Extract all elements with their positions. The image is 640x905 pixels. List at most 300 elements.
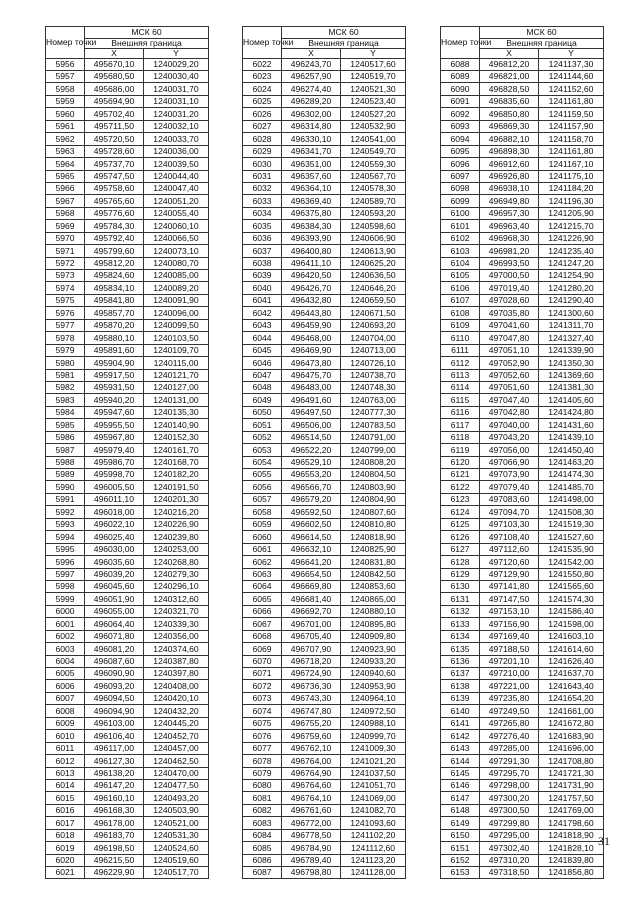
point-number-cell: 6049	[243, 394, 282, 406]
x-coordinate-cell: 495792,40	[85, 232, 144, 244]
x-coordinate-cell: 496747,80	[282, 705, 341, 717]
x-coordinate-cell: 495955,50	[85, 419, 144, 431]
y-coordinate-cell: 1241818,90	[539, 829, 604, 841]
table-row	[441, 655, 604, 667]
x-coordinate-cell: 495784,30	[85, 220, 144, 232]
table-row	[46, 419, 209, 431]
table-row	[46, 643, 209, 655]
x-coordinate-cell: 496257,90	[282, 71, 341, 83]
table-row	[46, 133, 209, 145]
x-coordinate-cell: 496030,00	[85, 543, 144, 555]
x-coordinate-cell: 497051,10	[480, 344, 539, 356]
table-row	[441, 605, 604, 617]
table-row	[441, 182, 604, 194]
table-row	[441, 270, 604, 282]
table-row	[46, 270, 209, 282]
y-coordinate-cell: 1240567,70	[341, 170, 406, 182]
x-coordinate-cell: 495728,60	[85, 145, 144, 157]
x-coordinate-cell: 496736,30	[282, 680, 341, 692]
table-row	[441, 319, 604, 331]
table-row	[243, 220, 406, 232]
point-number-cell: 6014	[46, 779, 85, 791]
y-coordinate-cell: 1241474,30	[539, 469, 604, 481]
x-coordinate-cell: 496764,90	[282, 767, 341, 779]
y-coordinate-cell: 1240777,30	[341, 406, 406, 418]
table-row	[243, 207, 406, 219]
table-row	[441, 767, 604, 779]
x-coordinate-cell: 496183,70	[85, 829, 144, 841]
y-coordinate-cell: 1241280,20	[539, 282, 604, 294]
x-coordinate-cell: 495931,50	[85, 381, 144, 393]
point-number-cell: 5972	[46, 257, 85, 269]
table-row	[46, 829, 209, 841]
point-number-cell: 6112	[441, 357, 480, 369]
point-number-cell: 5987	[46, 444, 85, 456]
x-coordinate-cell: 496384,30	[282, 220, 341, 232]
point-number-cell: 6144	[441, 755, 480, 767]
y-coordinate-cell: 1241069,00	[341, 792, 406, 804]
point-number-cell: 5992	[46, 506, 85, 518]
x-coordinate-cell: 496798,80	[282, 867, 341, 879]
y-coordinate-cell: 1240646,20	[341, 282, 406, 294]
boundary-header: Внешняя граница	[85, 39, 209, 49]
system-header: МСК 60	[85, 27, 209, 39]
x-coordinate-cell: 497000,50	[480, 270, 539, 282]
x-coordinate-cell: 497108,40	[480, 531, 539, 543]
point-number-cell: 6031	[243, 170, 282, 182]
x-coordinate-cell: 496968,30	[480, 232, 539, 244]
table-row	[46, 357, 209, 369]
x-coordinate-cell: 496025,40	[85, 531, 144, 543]
table-row	[243, 419, 406, 431]
y-coordinate-cell: 1240432,20	[144, 705, 209, 717]
point-number-cell: 6147	[441, 792, 480, 804]
table-row	[441, 755, 604, 767]
point-number-cell: 6069	[243, 643, 282, 655]
y-coordinate-cell: 1240321,70	[144, 605, 209, 617]
x-coordinate-cell: 496705,40	[282, 630, 341, 642]
table-row	[243, 71, 406, 83]
table-row	[46, 319, 209, 331]
y-coordinate-cell: 1240659,50	[341, 294, 406, 306]
y-coordinate-cell: 1240909,80	[341, 630, 406, 642]
table-row	[243, 854, 406, 866]
point-number-cell: 6096	[441, 158, 480, 170]
table-row	[46, 195, 209, 207]
y-coordinate-cell: 1241550,80	[539, 568, 604, 580]
y-coordinate-cell: 1240089,20	[144, 282, 209, 294]
y-coordinate-cell: 1240972,50	[341, 705, 406, 717]
x-coordinate-cell: 496641,20	[282, 556, 341, 568]
point-number-cell: 6060	[243, 531, 282, 543]
x-coordinate-cell: 496087,60	[85, 655, 144, 667]
x-coordinate-cell: 497094,70	[480, 506, 539, 518]
x-coordinate-cell: 496764,60	[282, 779, 341, 791]
y-coordinate-cell: 1240799,00	[341, 444, 406, 456]
table-row	[46, 568, 209, 580]
x-coordinate-cell: 496692,70	[282, 605, 341, 617]
point-number-cell: 6052	[243, 431, 282, 443]
point-number-cell: 6097	[441, 170, 480, 182]
table-row	[243, 83, 406, 95]
x-coordinate-cell: 496411,10	[282, 257, 341, 269]
x-coordinate-cell: 497147,50	[480, 593, 539, 605]
table-row	[243, 792, 406, 804]
point-number-cell: 6042	[243, 307, 282, 319]
point-number-cell: 5995	[46, 543, 85, 555]
y-coordinate-cell: 1240853,60	[341, 580, 406, 592]
y-coordinate-cell: 1241769,00	[539, 804, 604, 816]
y-coordinate-cell: 1241254,90	[539, 270, 604, 282]
point-number-cell: 5998	[46, 580, 85, 592]
x-coordinate-cell: 496912,60	[480, 158, 539, 170]
x-coordinate-cell: 495967,80	[85, 431, 144, 443]
x-coordinate-cell: 496039,20	[85, 568, 144, 580]
y-coordinate-cell: 1241082,70	[341, 804, 406, 816]
point-number-cell: 6139	[441, 692, 480, 704]
table-row	[243, 518, 406, 530]
point-number-cell: 6040	[243, 282, 282, 294]
y-coordinate-cell: 1241339,90	[539, 344, 604, 356]
point-number-cell: 6133	[441, 618, 480, 630]
x-coordinate-cell: 497300,50	[480, 804, 539, 816]
table-row	[441, 419, 604, 431]
point-number-cell: 6004	[46, 655, 85, 667]
y-coordinate-cell: 1241683,90	[539, 730, 604, 742]
y-coordinate-cell: 1240519,70	[341, 71, 406, 83]
x-coordinate-cell: 497318,50	[480, 867, 539, 879]
table-row	[243, 705, 406, 717]
x-coordinate-cell: 495917,50	[85, 369, 144, 381]
x-coordinate-cell: 495670,10	[85, 58, 144, 70]
y-coordinate-cell: 1241350,30	[539, 357, 604, 369]
y-coordinate-cell: 1240135,30	[144, 406, 209, 418]
y-coordinate-cell: 1241757,50	[539, 792, 604, 804]
x-coordinate-cell: 497235,80	[480, 692, 539, 704]
x-coordinate-cell: 496553,20	[282, 469, 341, 481]
y-coordinate-cell: 1241643,40	[539, 680, 604, 692]
table-row	[46, 655, 209, 667]
x-coordinate-cell: 497103,30	[480, 518, 539, 530]
x-coordinate-cell: 496743,30	[282, 692, 341, 704]
point-number-cell: 5973	[46, 270, 85, 282]
table-row	[46, 630, 209, 642]
table-row	[46, 257, 209, 269]
x-coordinate-cell: 495857,70	[85, 307, 144, 319]
x-coordinate-cell: 497035,80	[480, 307, 539, 319]
point-number-cell: 6089	[441, 71, 480, 83]
x-coordinate-cell: 497153,10	[480, 605, 539, 617]
y-coordinate-cell: 1241856,80	[539, 867, 604, 879]
y-coordinate-cell: 1240044,40	[144, 170, 209, 182]
table-row	[46, 854, 209, 866]
table-row	[46, 95, 209, 107]
table-row	[46, 556, 209, 568]
system-header: МСК 60	[480, 27, 604, 39]
point-number-cell: 6084	[243, 829, 282, 841]
x-coordinate-cell: 496828,50	[480, 83, 539, 95]
x-coordinate-cell: 496957,30	[480, 207, 539, 219]
x-coordinate-cell: 496579,20	[282, 493, 341, 505]
point-number-cell: 6064	[243, 580, 282, 592]
coordinates-table-2	[242, 26, 406, 879]
table-row	[243, 369, 406, 381]
table-row	[441, 580, 604, 592]
table-row	[46, 182, 209, 194]
x-coordinate-cell: 496289,20	[282, 95, 341, 107]
point-number-cell: 6048	[243, 381, 282, 393]
table-row	[441, 58, 604, 70]
table-row	[441, 195, 604, 207]
y-coordinate-cell: 1241661,00	[539, 705, 604, 717]
x-coordinate-cell: 496215,50	[85, 854, 144, 866]
table-row	[441, 120, 604, 132]
table-row	[46, 804, 209, 816]
table-row	[441, 145, 604, 157]
x-coordinate-cell: 497019,40	[480, 282, 539, 294]
x-coordinate-cell: 497043,20	[480, 431, 539, 443]
y-coordinate-cell: 1240268,80	[144, 556, 209, 568]
table-row	[243, 232, 406, 244]
y-coordinate-cell: 1240477,50	[144, 779, 209, 791]
x-coordinate-cell: 497051,60	[480, 381, 539, 393]
table-row	[243, 779, 406, 791]
x-coordinate-cell: 496117,00	[85, 742, 144, 754]
point-number-cell: 6099	[441, 195, 480, 207]
y-coordinate-cell: 1240085,00	[144, 270, 209, 282]
point-number-cell: 6122	[441, 481, 480, 493]
x-coordinate-cell: 496522,20	[282, 444, 341, 456]
x-coordinate-cell: 496369,40	[282, 195, 341, 207]
x-coordinate-cell: 495998,70	[85, 469, 144, 481]
point-number-cell: 6125	[441, 518, 480, 530]
point-number-cell: 6094	[441, 133, 480, 145]
x-header: X	[282, 49, 341, 59]
x-coordinate-cell: 497112,60	[480, 543, 539, 555]
y-coordinate-cell: 1240356,00	[144, 630, 209, 642]
x-coordinate-cell: 496127,30	[85, 755, 144, 767]
point-number-cell: 6153	[441, 867, 480, 879]
table-row	[243, 158, 406, 170]
point-number-cell: 6100	[441, 207, 480, 219]
x-coordinate-cell: 496491,60	[282, 394, 341, 406]
x-coordinate-cell: 496981,20	[480, 245, 539, 257]
table-row	[441, 431, 604, 443]
y-coordinate-cell: 1240521,00	[144, 817, 209, 829]
table-row	[46, 282, 209, 294]
y-coordinate-cell: 1241431,60	[539, 419, 604, 431]
point-number-cell: 6093	[441, 120, 480, 132]
point-number-cell: 5986	[46, 431, 85, 443]
table-row	[46, 593, 209, 605]
table-row	[441, 294, 604, 306]
x-coordinate-cell: 495694,90	[85, 95, 144, 107]
y-coordinate-cell: 1241598,00	[539, 618, 604, 630]
point-number-cell: 6120	[441, 456, 480, 468]
table-row	[243, 344, 406, 356]
x-header: X	[480, 49, 539, 59]
y-coordinate-cell: 1240253,00	[144, 543, 209, 555]
table-row	[243, 692, 406, 704]
point-number-cell: 5981	[46, 369, 85, 381]
point-number-cell: 6103	[441, 245, 480, 257]
point-number-cell: 6092	[441, 108, 480, 120]
y-coordinate-cell: 1240804,90	[341, 493, 406, 505]
y-coordinate-cell: 1241327,40	[539, 332, 604, 344]
point-number-cell: 5997	[46, 568, 85, 580]
table-row	[46, 618, 209, 630]
table-row	[243, 58, 406, 70]
table-row	[243, 568, 406, 580]
x-coordinate-cell: 495891,60	[85, 344, 144, 356]
x-coordinate-cell: 497285,00	[480, 742, 539, 754]
x-coordinate-cell: 496778,50	[282, 829, 341, 841]
y-coordinate-cell: 1240493,20	[144, 792, 209, 804]
y-header: Y	[144, 49, 209, 59]
point-number-cell: 6070	[243, 655, 282, 667]
x-coordinate-cell: 496529,10	[282, 456, 341, 468]
table-row	[243, 170, 406, 182]
x-coordinate-cell: 496393,90	[282, 232, 341, 244]
x-coordinate-cell: 496475,70	[282, 369, 341, 381]
table-row	[243, 332, 406, 344]
x-coordinate-cell: 496302,00	[282, 108, 341, 120]
point-number-cell: 5968	[46, 207, 85, 219]
x-coordinate-cell: 496669,80	[282, 580, 341, 592]
y-coordinate-cell: 1240030,40	[144, 71, 209, 83]
x-coordinate-cell: 496869,30	[480, 120, 539, 132]
point-number-header: Номер точки	[441, 27, 480, 59]
point-number-cell: 6025	[243, 95, 282, 107]
x-coordinate-cell: 496432,80	[282, 294, 341, 306]
y-coordinate-cell: 1241167,10	[539, 158, 604, 170]
point-number-cell: 5959	[46, 95, 85, 107]
table-row	[46, 680, 209, 692]
point-number-cell: 5958	[46, 83, 85, 95]
y-coordinate-cell: 1241051,70	[341, 779, 406, 791]
point-number-cell: 6138	[441, 680, 480, 692]
point-number-cell: 6134	[441, 630, 480, 642]
y-coordinate-cell: 1240115,00	[144, 357, 209, 369]
x-coordinate-cell: 497083,60	[480, 493, 539, 505]
table-row	[441, 170, 604, 182]
x-coordinate-cell: 496094,50	[85, 692, 144, 704]
y-coordinate-cell: 1240216,20	[144, 506, 209, 518]
point-number-cell: 6123	[441, 493, 480, 505]
y-coordinate-cell: 1241798,60	[539, 817, 604, 829]
point-number-cell: 6071	[243, 668, 282, 680]
table-row	[243, 120, 406, 132]
x-coordinate-cell: 496938,10	[480, 182, 539, 194]
y-coordinate-cell: 1240445,20	[144, 717, 209, 729]
y-coordinate-cell: 1241614,60	[539, 643, 604, 655]
point-number-cell: 6128	[441, 556, 480, 568]
point-number-cell: 6113	[441, 369, 480, 381]
x-coordinate-cell: 496602,50	[282, 518, 341, 530]
table-row	[441, 108, 604, 120]
y-coordinate-cell: 1240748,30	[341, 381, 406, 393]
table-row	[441, 618, 604, 630]
table-row	[243, 294, 406, 306]
y-coordinate-cell: 1241037,50	[341, 767, 406, 779]
x-header: X	[85, 49, 144, 59]
x-coordinate-cell: 497056,00	[480, 444, 539, 456]
point-number-cell: 6140	[441, 705, 480, 717]
y-coordinate-cell: 1240032,10	[144, 120, 209, 132]
point-number-cell: 6043	[243, 319, 282, 331]
point-number-cell: 6105	[441, 270, 480, 282]
table-row	[243, 245, 406, 257]
x-coordinate-cell: 496364,10	[282, 182, 341, 194]
y-coordinate-cell: 1240039,50	[144, 158, 209, 170]
table-row	[46, 71, 209, 83]
table-row	[46, 406, 209, 418]
x-coordinate-cell: 497265,80	[480, 717, 539, 729]
x-coordinate-cell: 496147,20	[85, 779, 144, 791]
x-coordinate-cell: 497042,80	[480, 406, 539, 418]
table-row	[46, 755, 209, 767]
x-coordinate-cell: 497310,20	[480, 854, 539, 866]
x-coordinate-cell: 495711,50	[85, 120, 144, 132]
x-coordinate-cell: 496314,80	[282, 120, 341, 132]
y-coordinate-cell: 1240182,20	[144, 469, 209, 481]
y-coordinate-cell: 1240387,80	[144, 655, 209, 667]
table-row	[46, 245, 209, 257]
table-row	[441, 680, 604, 692]
y-coordinate-cell: 1241672,80	[539, 717, 604, 729]
x-coordinate-cell: 496357,60	[282, 170, 341, 182]
point-number-cell: 6108	[441, 307, 480, 319]
table-row	[441, 444, 604, 456]
point-number-cell: 6083	[243, 817, 282, 829]
table-row	[46, 767, 209, 779]
table-row	[46, 531, 209, 543]
point-number-cell: 6087	[243, 867, 282, 879]
y-coordinate-cell: 1240312,60	[144, 593, 209, 605]
y-coordinate-cell: 1241247,20	[539, 257, 604, 269]
table-row	[46, 158, 209, 170]
point-number-cell: 5994	[46, 531, 85, 543]
point-number-cell: 6102	[441, 232, 480, 244]
y-coordinate-cell: 1240047,40	[144, 182, 209, 194]
y-coordinate-cell: 1241498,00	[539, 493, 604, 505]
y-coordinate-cell: 1240523,40	[341, 95, 406, 107]
x-coordinate-cell: 497299,80	[480, 817, 539, 829]
table-row	[46, 207, 209, 219]
x-coordinate-cell: 495680,50	[85, 71, 144, 83]
table-row	[243, 394, 406, 406]
y-coordinate-cell: 1240031,20	[144, 108, 209, 120]
y-coordinate-cell: 1241158,70	[539, 133, 604, 145]
y-coordinate-cell: 1240226,90	[144, 518, 209, 530]
x-coordinate-cell: 497073,90	[480, 469, 539, 481]
point-number-cell: 6075	[243, 717, 282, 729]
y-coordinate-cell: 1241542,00	[539, 556, 604, 568]
point-number-cell: 5993	[46, 518, 85, 530]
y-coordinate-cell: 1240296,10	[144, 580, 209, 592]
y-coordinate-cell: 1240842,50	[341, 568, 406, 580]
y-coordinate-cell: 1240598,60	[341, 220, 406, 232]
x-coordinate-cell: 496055,00	[85, 605, 144, 617]
point-number-cell: 5960	[46, 108, 85, 120]
y-coordinate-cell: 1240527,20	[341, 108, 406, 120]
table-row	[441, 506, 604, 518]
point-number-cell: 6119	[441, 444, 480, 456]
table-row	[243, 444, 406, 456]
y-coordinate-cell: 1240091,90	[144, 294, 209, 306]
point-number-cell: 6065	[243, 593, 282, 605]
y-coordinate-cell: 1240988,10	[341, 717, 406, 729]
